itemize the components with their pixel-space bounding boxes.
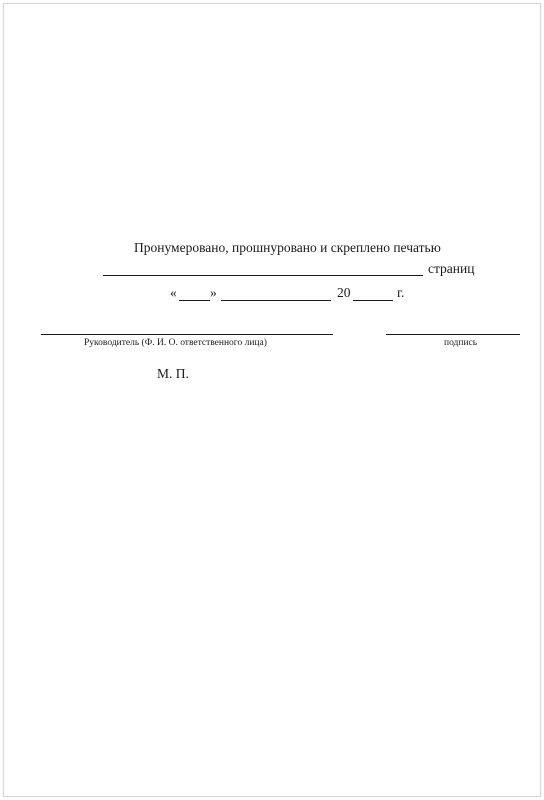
year-suffix: г. <box>397 285 405 300</box>
year-blank-line <box>353 300 393 301</box>
stamp-place-label: М. П. <box>157 366 189 381</box>
page-count-blank-line <box>103 275 423 276</box>
certification-statement: Пронумеровано, прошнуровано и скреплено печатью <box>134 240 441 255</box>
head-caption: Руководитель (Ф. И. О. ответственного лица) <box>84 338 267 348</box>
day-blank-line <box>179 300 210 301</box>
signature-blank-line <box>386 334 520 335</box>
pages-label: страниц <box>428 261 475 276</box>
year-prefix: 20 <box>337 285 351 300</box>
signature-caption: подпись <box>444 338 478 348</box>
head-name-blank-line <box>41 334 333 335</box>
document-page <box>3 3 541 797</box>
day-quote-close: » <box>210 285 217 300</box>
day-quote-open: « <box>170 285 177 300</box>
month-blank-line <box>221 300 331 301</box>
